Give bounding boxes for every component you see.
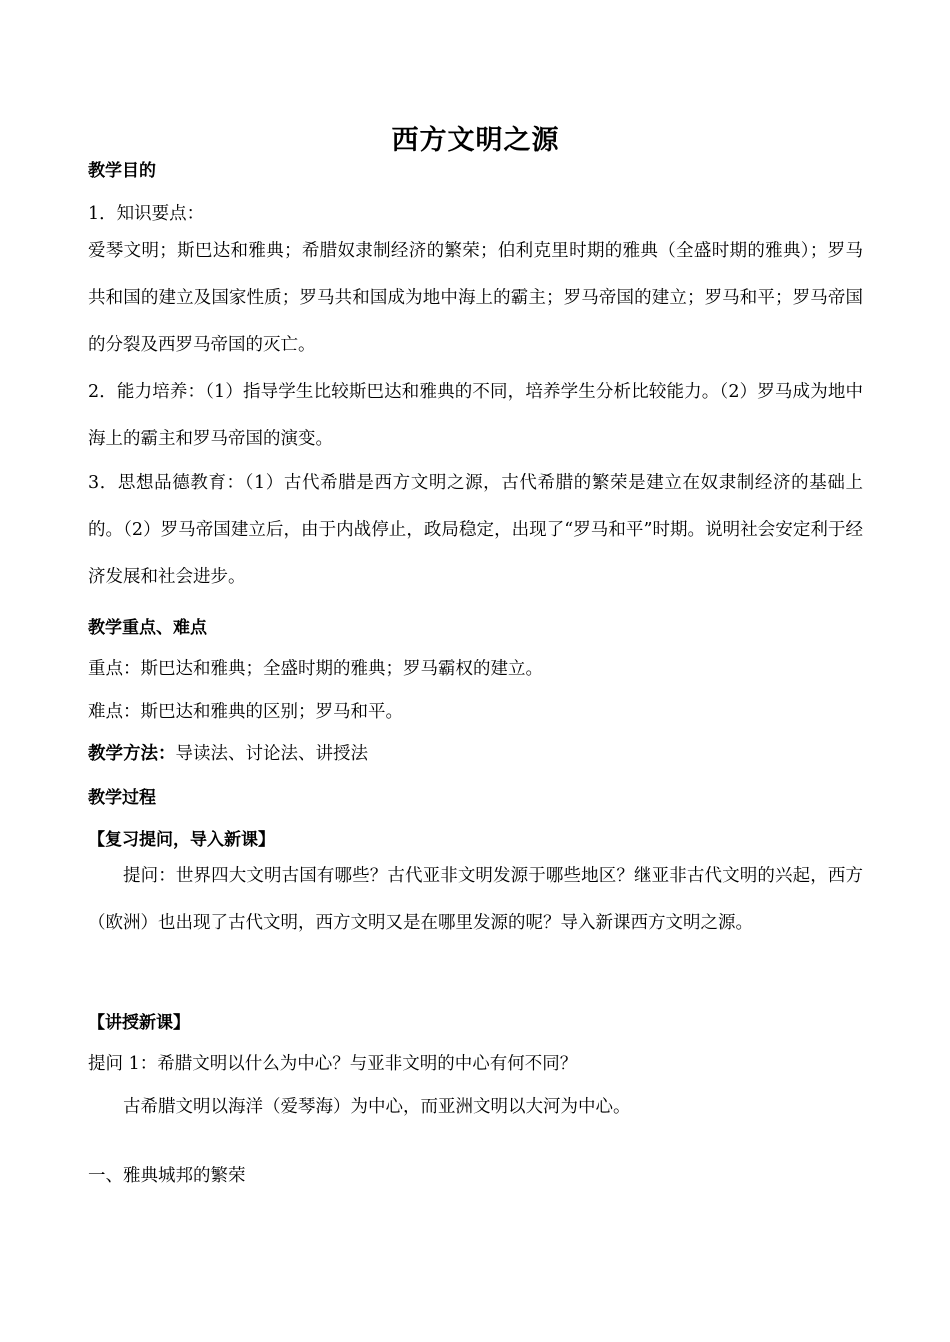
process-heading: 教学过程 [88,788,156,808]
knowledge-label: 1．知识要点： [88,204,205,224]
document-title: 西方文明之源 [391,125,560,156]
method-label: 教学方法： [88,744,176,764]
teach-heading: 【讲授新课】 [88,1013,190,1033]
review-heading: 【复习提问，导入新课】 [88,830,275,850]
keypoints-heading: 教学重点、难点 [88,618,207,638]
key-points-line: 重点：斯巴达和雅典；全盛时期的雅典；罗马霸权的建立。 [88,659,543,679]
goals-heading: 教学目的 [88,161,156,181]
teaching-method-line [88,740,863,765]
answer-1: 古希腊文明以海洋（爱琴海）为中心，而亚洲文明以大河为中心。 [123,1097,631,1117]
method-text: 导读法、讨论法、讲授法 [175,744,368,764]
difficult-points-line: 难点：斯巴达和雅典的区别；罗马和平。 [88,702,403,722]
section-1-heading: 一、雅典城邦的繁荣 [88,1166,246,1186]
knowledge-paragraph: 爱琴文明；斯巴达和雅典；希腊奴隶制经济的繁荣；伯利克里时期的雅典（全盛时期的雅典）；罗马共和国的建立及国家性质；罗马共和国成为地中海上的霸主；罗马帝国的建立；罗马和平；罗马帝国的分裂及西罗马帝国的灭亡。 [88,241,863,355]
moral-paragraph: 3．思想品德教育：（1）古代希腊是西方文明之源，古代希腊的繁荣是建立在奴隶制经济的基础上的。（2）罗马帝国建立后，由于内战停止，政局稳定，出现了“罗马和平”时期。说明社会安定利于经济发展和社会进步。 [88,473,863,587]
question-1: 提问 1：希腊文明以什么为中心？与亚非文明的中心有何不同？ [88,1054,578,1074]
ability-paragraph: 2．能力培养：（1）指导学生比较斯巴达和雅典的不同，培养学生分析比较能力。（2）罗马成为地中海上的霸主和罗马帝国的演变。 [88,382,863,449]
review-paragraph: 提问：世界四大文明古国有哪些？古代亚非文明发源于哪些地区？继亚非古代文明的兴起，西方（欧洲）也出现了古代文明，西方文明又是在哪里发源的呢？导入新课西方文明之源。 [88,866,863,933]
